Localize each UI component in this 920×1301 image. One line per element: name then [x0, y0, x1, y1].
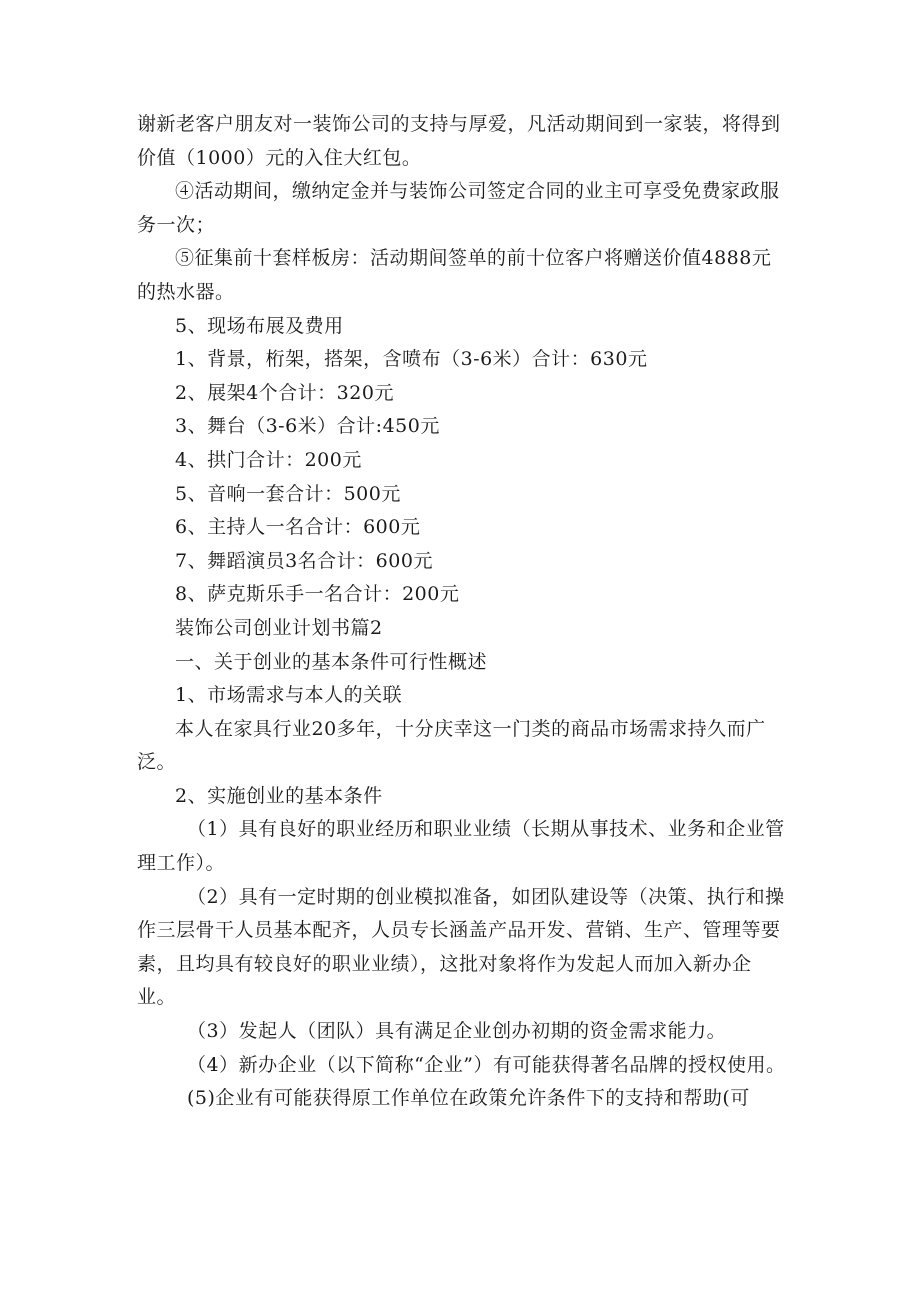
document-body — [137, 108, 787, 1116]
paragraph-red-packet: 谢新老客户朋友对一装饰公司的支持与厚爱，凡活动期间到一家装，将得到价值（1000）元的入住大红包。 — [137, 113, 781, 169]
cost-item-audio: 5、音响一套合计：500元 — [175, 482, 401, 505]
paragraph-housekeeping: ④活动期间，缴纳定金并与装饰公司签定合同的业主可享受免费家政服务一次； — [137, 180, 780, 236]
cost-item-arch: 4、拱门合计：200元 — [175, 448, 362, 471]
condition-item-1: （1）具有良好的职业经历和职业业绩（长期从事技术、业务和企业管理工作）。 — [137, 818, 785, 875]
cost-item-host: 6、主持人一名合计：600元 — [175, 516, 421, 539]
condition-item-4: （4）新办企业（以下简称“企业”）有可能获得著名品牌的授权使用。 — [187, 1053, 786, 1076]
cost-item-saxophonist: 8、萨克斯乐手一名合计：200元 — [175, 583, 460, 606]
condition-item-2: （2）具有一定时期的创业模拟准备，如团队建设等（决策、执行和操作三层骨干人员基本配齐，人员专长涵盖产品开发、营销、生产、管理等要素，且均具有较良好的职业业绩），这批对象将作为发起人而加入新办企业。 — [137, 885, 785, 1009]
paragraph-sample-house: ⑤征集前十套样板房：活动期间签单的前十位客户将赠送价值4888元的热水器。 — [137, 247, 772, 303]
section-heading-onsite-costs: 5、现场布展及费用 — [175, 314, 344, 337]
condition-item-5: (5)企业有可能获得原工作单位在政策允许条件下的支持和帮助(可 — [187, 1087, 750, 1110]
cost-item-stage: 3、舞台（3-6米）合计:450元 — [175, 415, 440, 438]
cost-item-dancers: 7、舞蹈演员3名合计：600元 — [175, 549, 433, 572]
paragraph-industry-experience: 本人在家具行业20多年，十分庆幸这一门类的商品市场需求持久而广泛。 — [137, 717, 766, 774]
section-heading-feasibility: 一、关于创业的基本条件可行性概述 — [175, 650, 488, 673]
condition-item-3: （3）发起人（团队）具有满足企业创办初期的资金需求能力。 — [187, 1020, 727, 1043]
cost-item-background: 1、背景，桁架，搭架，含喷布（3-6米）合计：630元 — [175, 348, 648, 371]
cost-item-display-rack: 2、展架4个合计：320元 — [175, 381, 394, 404]
subheading-basic-conditions: 2、实施创业的基本条件 — [175, 784, 383, 807]
subheading-market-demand: 1、市场需求与本人的关联 — [175, 684, 403, 707]
article-title-part-2: 装饰公司创业计划书篇2 — [175, 616, 383, 639]
